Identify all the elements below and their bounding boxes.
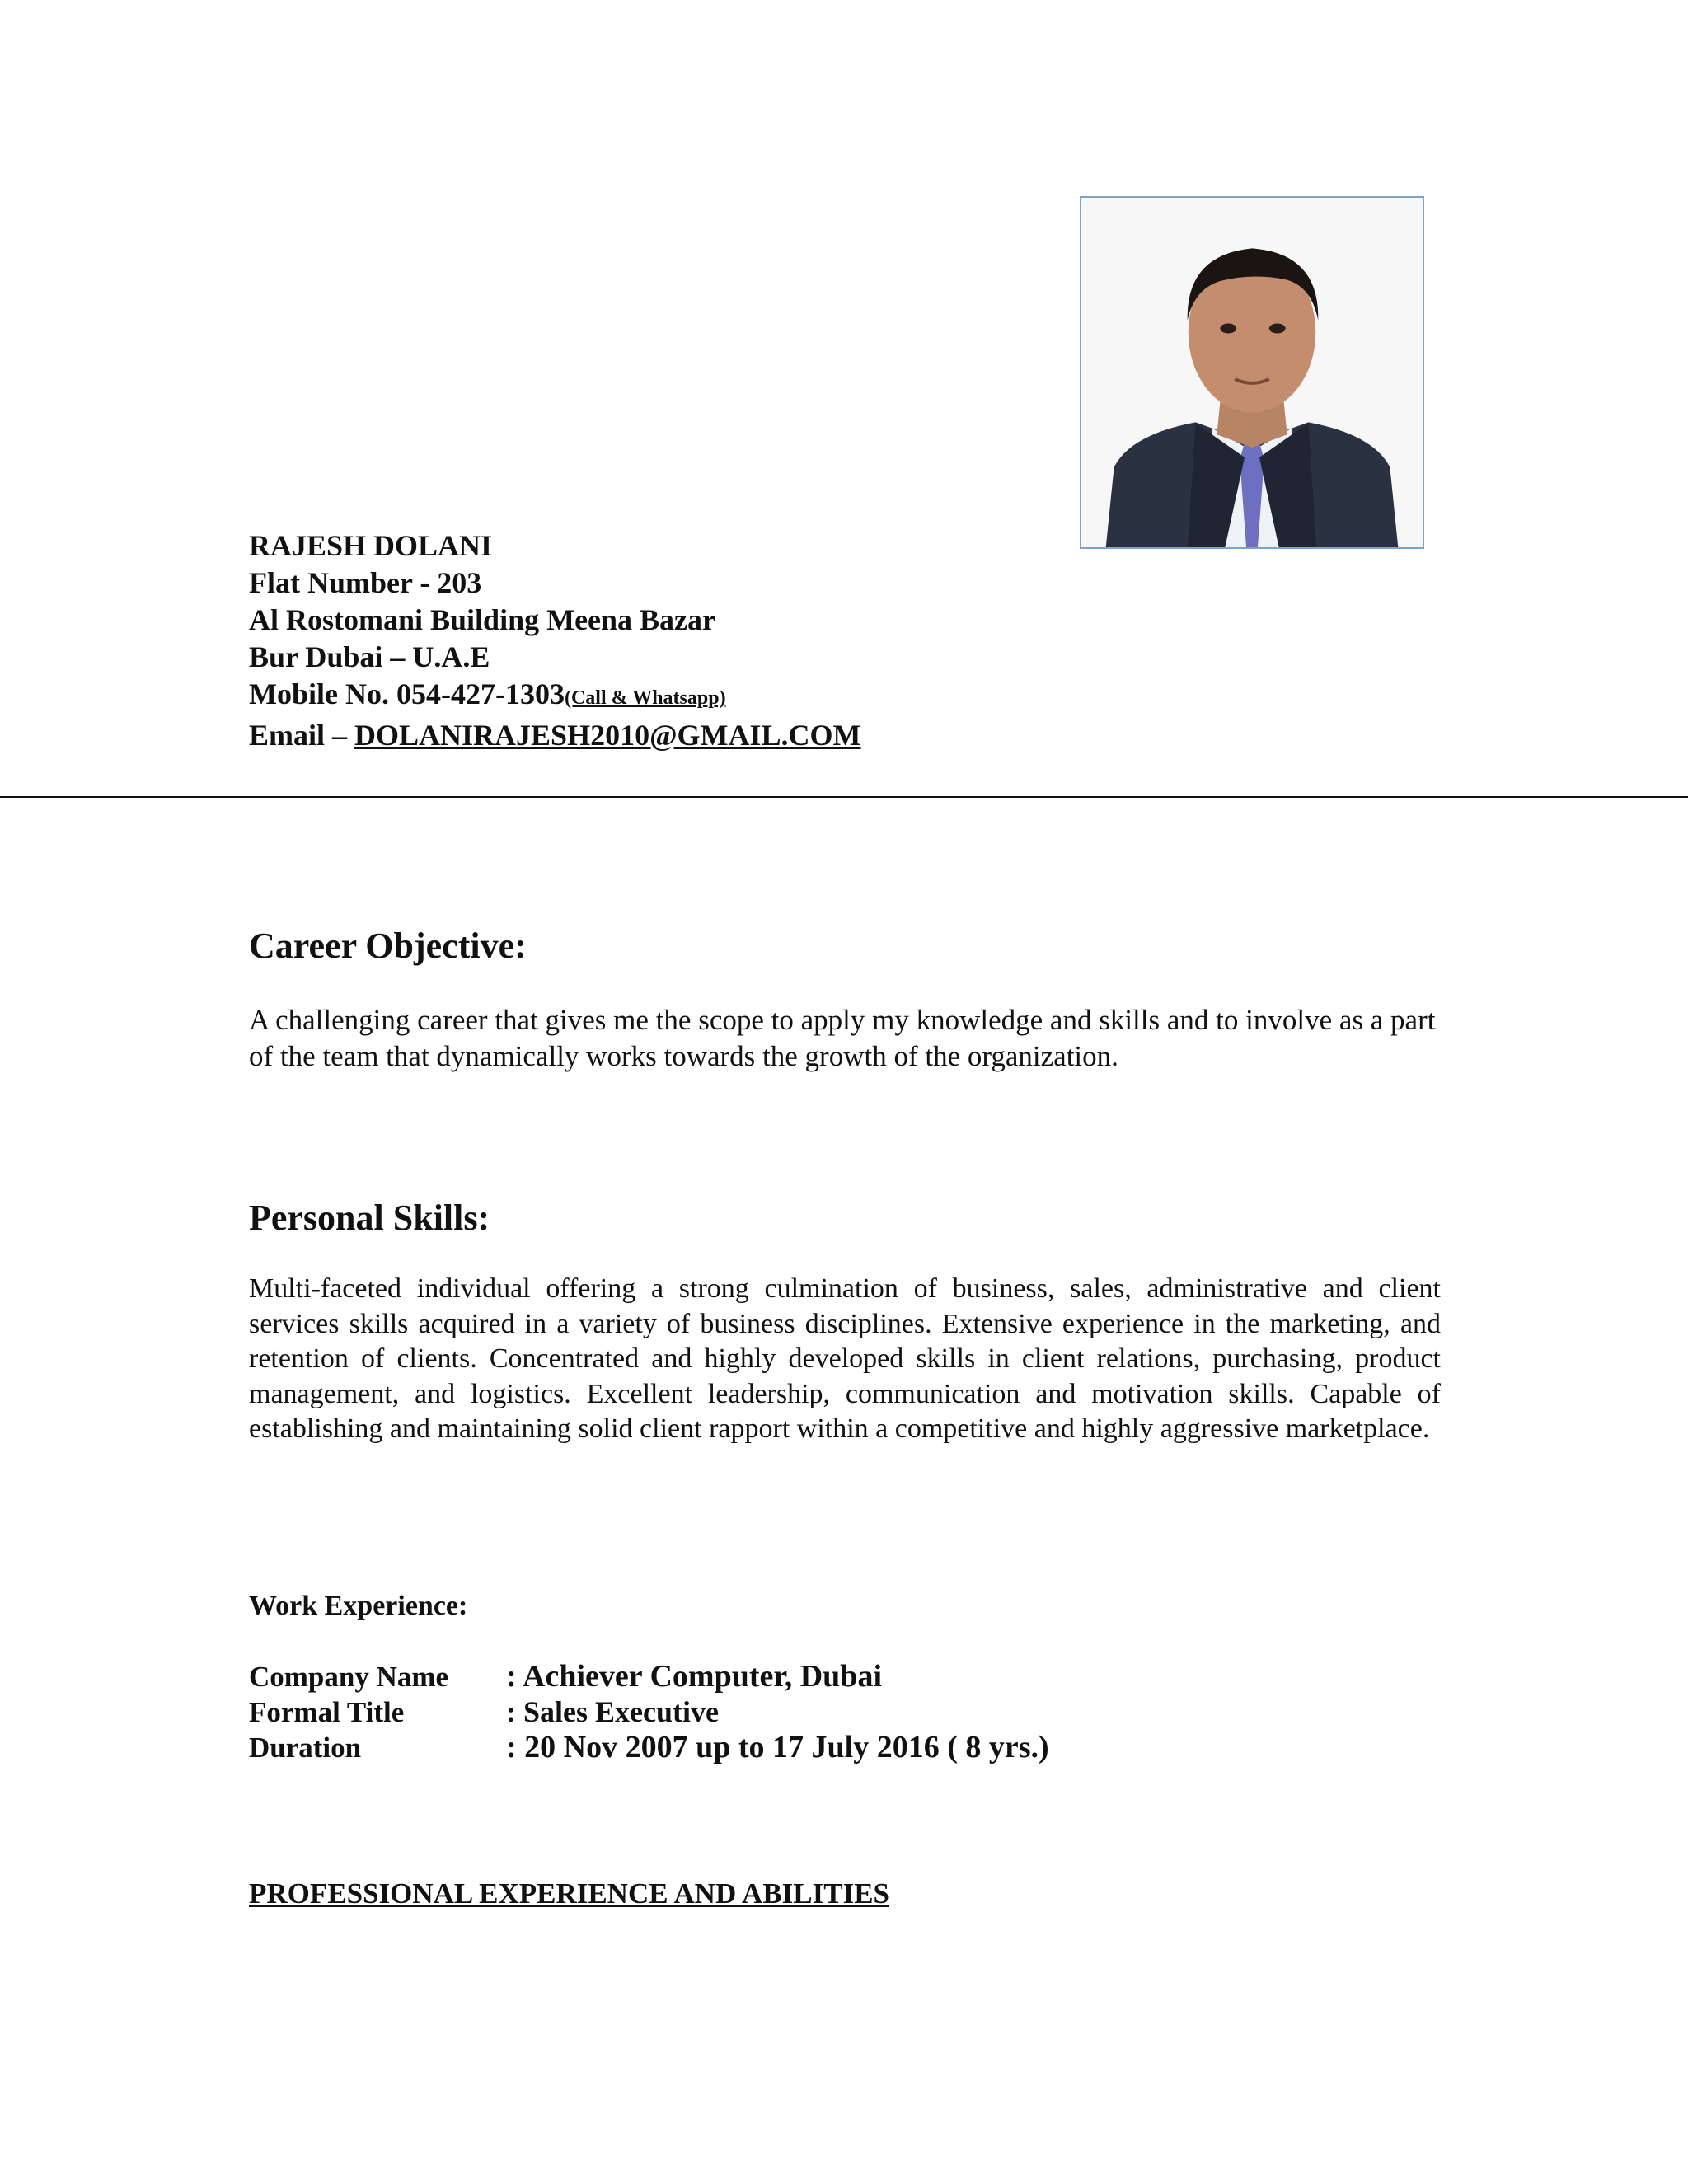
work-label: Formal Title: [249, 1696, 405, 1728]
personal-skills-text: Multi-faceted individual offering a strong culmination of business, sales, administrative and client services skills acquired in a variety of business disciplines. Extensive experience in the marketing, and retention of clients. Concentrated and highly developed skills in client relations, purchasing, product management, and logistics. Excellent leadership, communication and motivation skills. Capable of establishing and maintaining solid client rapport within a competitive and highly aggressive marketplace.: [249, 1273, 1441, 1444]
work-value: : Achiever Computer, Dubai: [506, 1659, 882, 1694]
mobile-note: (Call & Whatsapp): [564, 687, 726, 709]
candidate-name: RAJESH DOLANI: [249, 529, 493, 562]
work-row-title: [249, 1694, 1049, 1730]
career-objective-heading: Career Objective:: [249, 926, 527, 966]
work-row-company: [249, 1659, 1049, 1694]
work-value: : 20 Nov 2007 up to 17 July 2016 ( 8 yrs.): [506, 1730, 1049, 1765]
mobile-number: Mobile No. 054-427-1303: [249, 677, 565, 710]
address-city: Bur Dubai – U.A.E: [249, 640, 490, 673]
email-label: Email –: [249, 719, 355, 752]
work-label: Company Name: [249, 1661, 449, 1693]
career-objective-text: A challenging career that gives me the scope to apply my knowledge and skills and to involve as a part of the team that dynamically works towards the growth of the organization.: [249, 1004, 1436, 1072]
contact-block: [249, 527, 861, 754]
address-building: Al Rostomani Building Meena Bazar: [249, 603, 716, 636]
personal-skills-heading: Personal Skills:: [249, 1197, 490, 1238]
professional-experience-heading: PROFESSIONAL EXPERIENCE AND ABILITIES: [249, 1877, 890, 1910]
work-value: : Sales Executive: [506, 1695, 719, 1728]
email-link[interactable]: DOLANIRAJESH2010@GMAIL.COM: [354, 719, 861, 752]
work-label: Duration: [249, 1732, 362, 1764]
work-row-duration: [249, 1730, 1049, 1765]
email-line: [249, 717, 861, 754]
mobile-line: [249, 676, 861, 717]
header-divider: [0, 796, 1688, 798]
address-flat: Flat Number - 203: [249, 566, 482, 599]
work-experience-heading: Work Experience:: [249, 1591, 468, 1621]
profile-photo: [1080, 196, 1424, 549]
work-experience-table: [249, 1659, 1049, 1765]
